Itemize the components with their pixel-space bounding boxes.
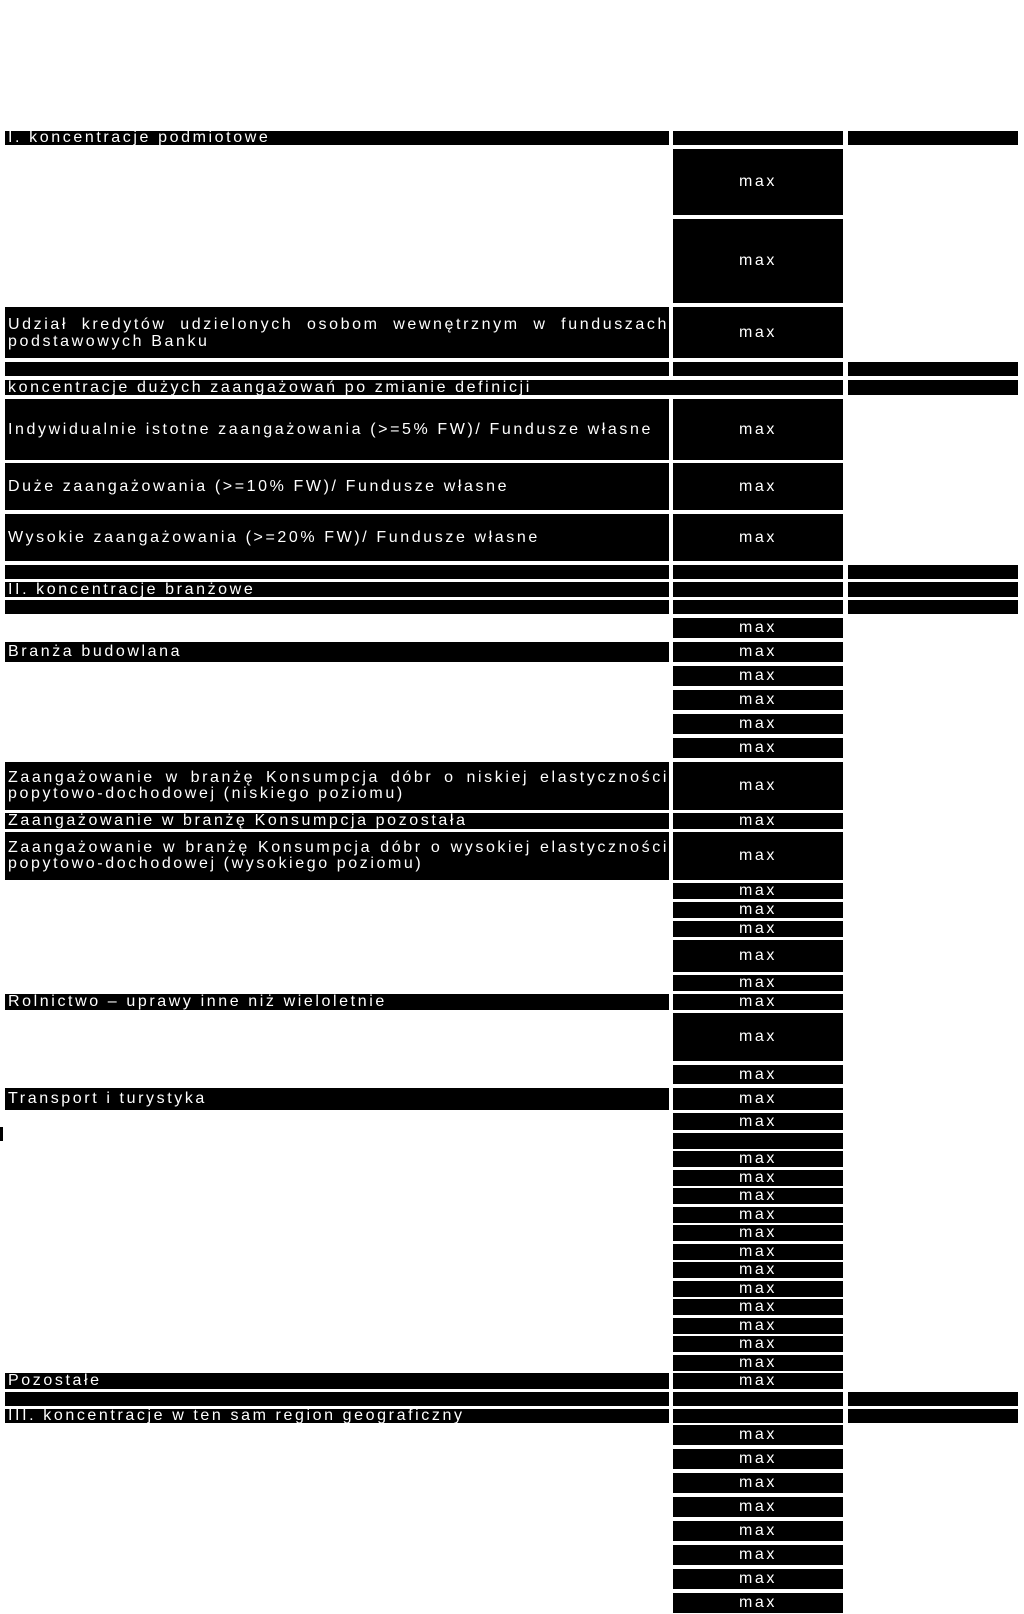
row-udzial-kredytow — [5, 307, 669, 358]
separator-row — [5, 1392, 669, 1406]
max-cell: max — [673, 1013, 843, 1061]
max-cell: max — [673, 618, 843, 638]
max-cell: max — [673, 1473, 843, 1493]
max-cell: max — [673, 813, 843, 829]
row-udzial-kredytow-label: Udział kredytów udzielonych osobom wewnętrznym w funduszach podstawowych Banku — [8, 315, 669, 350]
max-cell: max — [673, 149, 843, 215]
max-cell: max — [673, 921, 843, 937]
max-cell: max — [673, 1545, 843, 1565]
max-cell: max — [673, 399, 843, 460]
max-cell: max — [673, 219, 843, 303]
max-cell: max — [673, 1355, 843, 1371]
max-cell: max — [673, 1425, 843, 1445]
max-cell: max — [673, 1262, 843, 1278]
value-cell — [673, 1409, 843, 1423]
row-transport: Transport i turystyka — [5, 1088, 669, 1110]
value-cell — [848, 380, 1018, 395]
max-cell: max — [673, 1225, 843, 1241]
row-indywidualne-label: Indywidualnie istotne zaangażowania (>=5% FW)/ Fundusze własne — [8, 421, 654, 438]
row-pozostale: Pozostałe — [5, 1373, 669, 1389]
row-budowlana: Branża budowlana — [5, 642, 669, 662]
max-cell: max — [673, 902, 843, 918]
separator-row — [5, 600, 669, 614]
margin-mark — [0, 1127, 3, 1141]
value-cell — [848, 582, 1018, 597]
max-cell: max — [673, 1281, 843, 1297]
max-cell: max — [673, 1593, 843, 1613]
value-cell — [673, 131, 843, 145]
value-cell — [848, 131, 1018, 145]
value-cell — [673, 582, 843, 597]
max-cell: max — [673, 1521, 843, 1541]
row-konsumpcja-pozostala: Zaangażowanie w branżę Konsumpcja pozostała — [5, 813, 669, 829]
max-cell: max — [673, 666, 843, 686]
row-konsumpcja-niskie — [5, 762, 669, 810]
value-cell — [848, 1409, 1018, 1423]
max-cell: max — [673, 1373, 843, 1389]
value-cell — [673, 565, 843, 579]
max-cell: max — [673, 1299, 843, 1315]
max-cell: max — [673, 1207, 843, 1223]
max-cell: max — [673, 832, 843, 880]
row-konsumpcja-niskie-label: Zaangażowanie w branżę Konsumpcja dóbr o niskiej elastyczności popytowo-dochodowej (niskiego poziomu) — [8, 769, 669, 802]
row-wysokie — [5, 514, 669, 561]
max-cell: max — [673, 463, 843, 510]
value-cell — [673, 600, 843, 614]
max-cell: max — [673, 1244, 843, 1260]
value-cell — [848, 362, 1018, 376]
separator-row — [5, 362, 669, 376]
separator-row — [5, 565, 669, 579]
max-cell: max — [673, 1569, 843, 1589]
max-cell: max — [673, 307, 843, 358]
max-cell: max — [673, 762, 843, 810]
max-cell: max — [673, 738, 843, 758]
value-cell — [673, 1392, 843, 1406]
max-cell: max — [673, 1318, 843, 1334]
max-cell: max — [673, 642, 843, 662]
subheader-duze-zaangazowania: koncentracje dużych zaangażowań po zmianie definicji — [5, 380, 843, 395]
max-cell: max — [673, 1336, 843, 1352]
max-cell: max — [673, 1113, 843, 1130]
max-cell: max — [673, 1170, 843, 1186]
max-cell: max — [673, 940, 843, 972]
max-cell: max — [673, 1449, 843, 1469]
value-cell — [848, 565, 1018, 579]
max-cell: max — [673, 1497, 843, 1517]
max-cell: max — [673, 1065, 843, 1084]
max-cell: max — [673, 514, 843, 561]
max-cell: max — [673, 1188, 843, 1204]
section-header-region: III. koncentracje w ten sam region geograficzny — [5, 1409, 669, 1423]
row-konsumpcja-wysokie-label: Zaangażowanie w branżę Konsumpcja dóbr o wysokiej elastyczności popytowo-dochodowej (wysokiego poziomu) — [8, 839, 669, 872]
value-cell — [848, 600, 1018, 614]
max-cell: max — [673, 994, 843, 1010]
max-cell: max — [673, 1088, 843, 1110]
max-cell: max — [673, 883, 843, 899]
max-cell: max — [673, 690, 843, 710]
row-indywidualne — [5, 399, 669, 460]
value-cell — [673, 362, 843, 376]
max-cell: max — [673, 714, 843, 734]
row-rolnictwo: Rolnictwo – uprawy inne niż wieloletnie — [5, 994, 669, 1010]
max-cell: max — [673, 1151, 843, 1167]
row-wysokie-label: Wysokie zaangażowania (>=20% FW)/ Fundusze własne — [8, 529, 540, 546]
row-duze — [5, 463, 669, 510]
row-duze-label: Duże zaangażowania (>=10% FW)/ Fundusze własne — [8, 478, 510, 495]
value-cell — [673, 1133, 843, 1149]
value-cell — [848, 1392, 1018, 1406]
section-header-podmiotowe: I. koncentracje podmiotowe — [5, 131, 669, 145]
section-header-branzowe: II. koncentracje branżowe — [5, 582, 669, 597]
max-cell: max — [673, 975, 843, 991]
row-konsumpcja-wysokie — [5, 832, 669, 880]
